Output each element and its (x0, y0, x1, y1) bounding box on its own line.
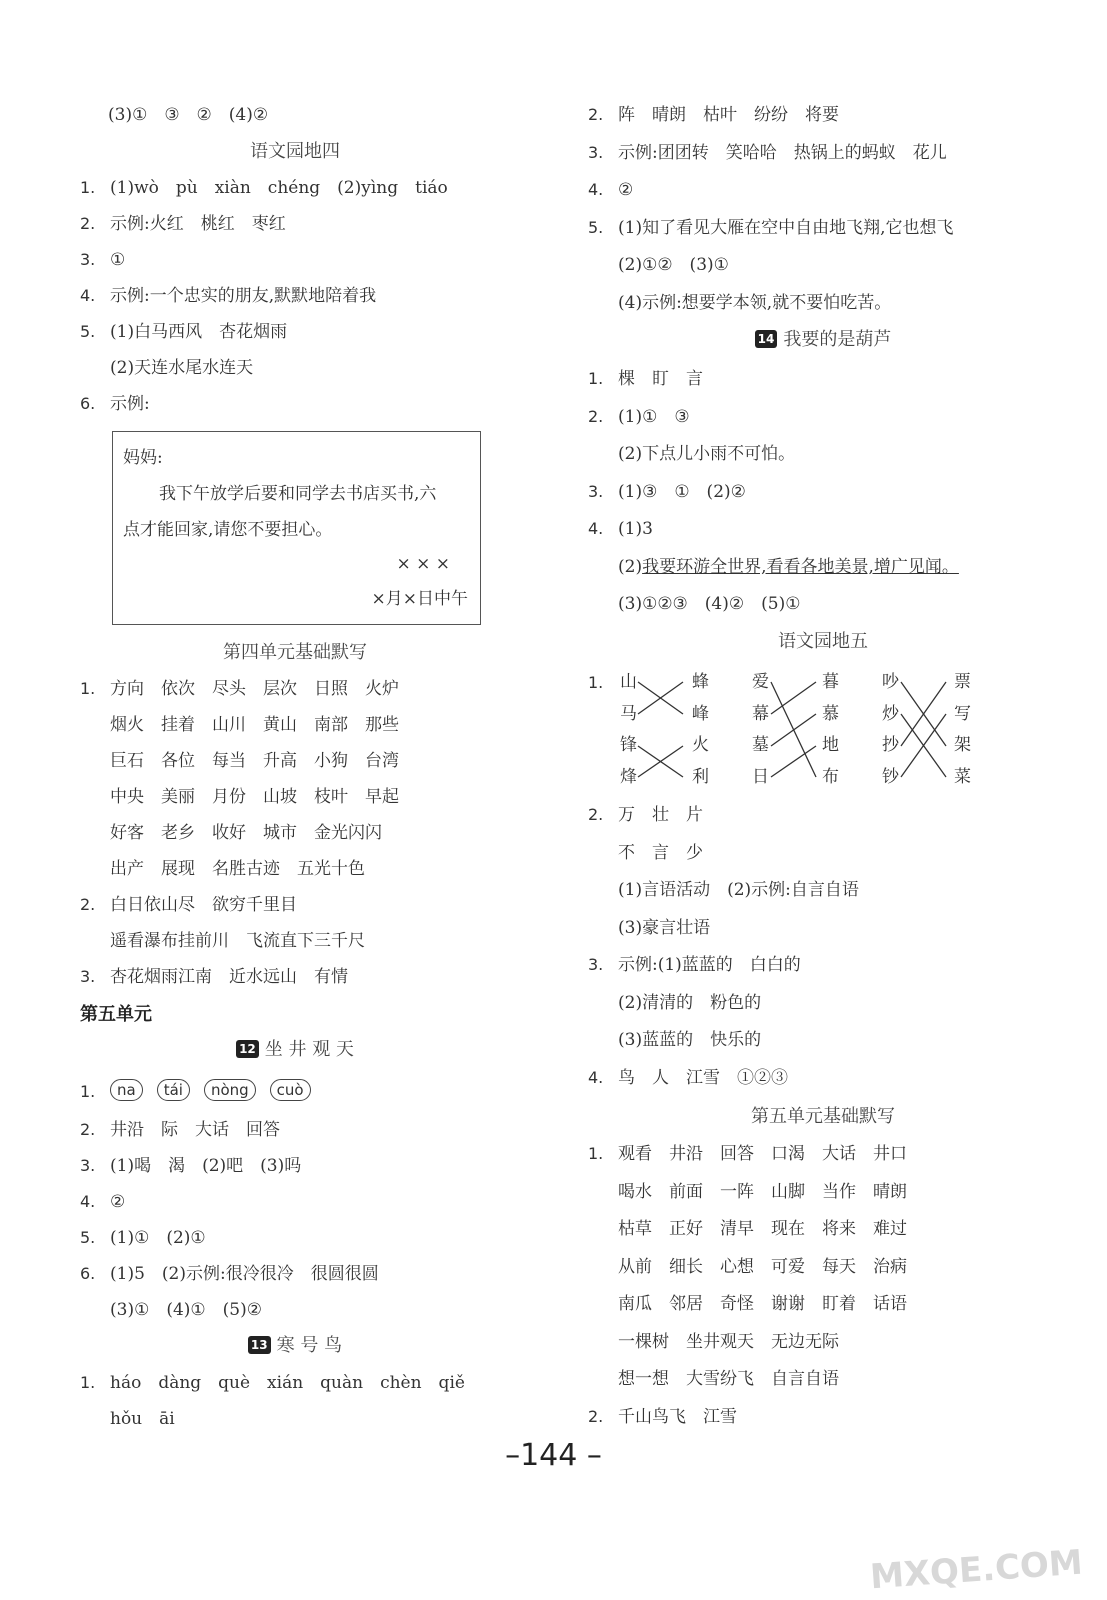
answer-text: (3)① (4)① (5)② (110, 1300, 262, 1320)
note-greeting: 妈妈: (123, 448, 163, 468)
pinyin-circle: tái (157, 1079, 190, 1101)
match-character: 写 (954, 703, 971, 724)
match-character: 爱 (752, 672, 769, 692)
lesson-14-title (588, 328, 1058, 352)
answer-text: 从前 细长 心想 可爱 每天 治病 (618, 1256, 907, 1277)
answer-text: (1)喝 渴 (2)吧 (3)吗 (110, 1156, 302, 1176)
answer-text: (2)天连水尾水连天 (110, 358, 254, 378)
answer-text: (3)蓝蓝的 快乐的 (618, 1030, 762, 1050)
answer-text: (1)白马西风 杏花烟雨 (110, 322, 288, 342)
question-number: 2. (588, 406, 604, 426)
pinyin-circle: na (110, 1079, 143, 1101)
answer-text: (1)③ ① (2)② (618, 481, 746, 502)
question-number: 2. (588, 1406, 604, 1426)
answer-text: 白日依山尽 欲穷千里目 (110, 895, 297, 915)
match-character: 票 (954, 672, 971, 692)
match-character: 慕 (822, 703, 839, 724)
answer-text: (1)① ③ (618, 406, 690, 427)
answer-text: 遥看瀑布挂前川 飞流直下三千尺 (110, 931, 365, 951)
match-character: 幕 (752, 703, 769, 724)
question-number: 6. (80, 394, 96, 413)
question-number: 3. (80, 250, 96, 269)
answer-text: 棵 盯 言 (618, 369, 703, 389)
answer-text (618, 555, 959, 579)
match-character: 峰 (692, 703, 709, 724)
match-character: 抄 (882, 735, 899, 755)
answer-text: (1)3 (618, 519, 653, 539)
section-heading-yuwen4: 语文园地四 (250, 141, 340, 162)
answer-text: 观看 井沿 回答 口渴 大话 井口 (618, 1144, 907, 1164)
question-number: 1. (80, 1373, 96, 1392)
answer-text: (2)下点儿小雨不可怕。 (618, 444, 796, 464)
match-character: 墓 (752, 735, 769, 755)
question-number: 4. (588, 1067, 604, 1087)
match-character: 锋 (620, 735, 637, 755)
answer-text: hǒu āi (110, 1409, 175, 1429)
answer-text: ① (110, 250, 126, 270)
answer-text: 巨石 各位 每当 升高 小狗 台湾 (110, 751, 399, 771)
note-body: 我下午放学后要和同学去书店买书,六 (159, 484, 437, 504)
answer-text: 中央 美丽 月份 山坡 枝叶 早起 (110, 787, 399, 807)
question-number: 4. (588, 519, 604, 538)
question-number: 2. (588, 105, 604, 124)
note-date: ×月×日中午 (371, 589, 468, 609)
answer-text: (1)wò pù xiàn chéng (2)yìng tiáo (110, 178, 448, 198)
answer-prefix: (2) (618, 557, 643, 577)
lesson-number-badge: 13 (248, 1336, 271, 1354)
answer-text: (2)清清的 粉色的 (618, 992, 762, 1013)
question-number: 2. (588, 805, 604, 824)
answer-text: 阵 晴朗 枯叶 纷纷 将要 (618, 105, 839, 125)
question-number: 1. (80, 1082, 96, 1101)
match-character: 架 (954, 735, 971, 755)
match-character: 山 (620, 672, 637, 692)
question-number: 4. (588, 180, 604, 199)
match-line (771, 714, 816, 746)
match-character: 日 (752, 766, 769, 787)
answer-text: (4)示例:想要学本领,就不要怕吃苦。 (618, 292, 892, 313)
match-character: 菜 (954, 766, 971, 787)
answer-text: (1)5 (2)示例:很冷很冷 很圆很圆 (110, 1264, 379, 1284)
answer-text: 井沿 际 大话 回答 (110, 1120, 280, 1140)
answer-text: (2)①② (3)① (618, 255, 729, 275)
match-character: 马 (620, 703, 637, 724)
answer-text: 万 壮 片 (618, 805, 703, 825)
unit-title: 第五单元 (80, 1004, 152, 1025)
answer-text: 示例: (110, 394, 150, 414)
answer-text: 烟火 挂着 山川 黄山 南部 那些 (110, 715, 399, 735)
answer-text: ② (618, 180, 634, 200)
answer-text: 想一想 大雪纷飞 自言自语 (618, 1369, 839, 1389)
match-character: 火 (692, 735, 709, 755)
section-heading-unit4-dictation: 第四单元基础默写 (223, 642, 367, 663)
answer-text: 千山鸟飞 江雪 (618, 1406, 737, 1427)
match-character: 炒 (882, 703, 899, 724)
answer-text: 示例:一个忠实的朋友,默默地陪着我 (110, 286, 377, 306)
answer-text: 南瓜 邻居 奇怪 谢谢 盯着 话语 (618, 1294, 907, 1314)
section-heading-yuwen5: 语文园地五 (778, 631, 868, 652)
question-number: 1. (80, 679, 96, 698)
lesson-number-badge: 14 (755, 330, 778, 348)
match-character: 布 (822, 766, 839, 787)
note-box (112, 431, 481, 625)
match-character: 暮 (822, 672, 839, 692)
question-number: 3. (588, 142, 604, 162)
lesson-title-text: 寒 号 鸟 (276, 1335, 343, 1356)
question-number: 1. (80, 178, 96, 197)
question-number: 1. (588, 369, 604, 388)
match-character: 利 (692, 766, 709, 787)
answer-text: 不 言 少 (618, 842, 703, 863)
answer-text: (1)知了看见大雁在空中自由地飞翔,它也想飞 (618, 217, 954, 238)
match-character: 烽 (620, 766, 637, 787)
answer-text: (1)言语活动 (2)示例:自言自语 (618, 880, 859, 900)
pinyin-circle: cuò (270, 1079, 311, 1101)
answer-text: 示例:团团转 笑哈哈 热锅上的蚂蚁 花儿 (618, 142, 947, 163)
underlined-answer: 我要环游全世界,看看各地美景,增广见闻。 (642, 557, 959, 577)
match-character: 蜂 (692, 672, 709, 692)
lesson-title-text: 坐 井 观 天 (264, 1039, 354, 1060)
answer-text: 示例:火红 桃红 枣红 (110, 214, 286, 234)
page-number: –144 – (505, 1438, 602, 1473)
question-number: 3. (80, 967, 96, 986)
answer-text: ② (110, 1192, 126, 1212)
question-number: 5. (80, 322, 96, 341)
pinyin-circle: nòng (204, 1079, 256, 1101)
answer-text: 方向 依次 尽头 层次 日照 火炉 (110, 679, 399, 699)
question-number: 4. (80, 1192, 96, 1211)
answer-text: 示例:(1)蓝蓝的 白白的 (618, 955, 801, 975)
match-character: 钞 (882, 766, 899, 787)
answer-text: 出产 展现 名胜古迹 五光十色 (110, 859, 365, 879)
question-number: 6. (80, 1264, 96, 1283)
question-number: 3. (588, 481, 604, 501)
pinyin-circles (110, 1078, 325, 1102)
matching-lines (588, 660, 1058, 800)
answer-text: 好客 老乡 收好 城市 金光闪闪 (110, 823, 382, 843)
note-body: 点才能回家,请您不要担心。 (123, 520, 333, 540)
answer-text: 鸟 人 江雪 ①②③ (618, 1067, 788, 1088)
answer-text: 一棵树 坐井观天 无边无际 (618, 1331, 839, 1352)
answer-text: 杏花烟雨江南 近水远山 有情 (110, 967, 348, 987)
question-number: 4. (80, 286, 96, 305)
match-character: 吵 (882, 672, 899, 692)
watermark: MXQE.COM (869, 1542, 1085, 1598)
question-number: 2. (80, 214, 96, 233)
question-number: 5. (588, 217, 604, 237)
question-number: 2. (80, 895, 96, 914)
lesson-title-text: 我要的是葫芦 (783, 329, 892, 350)
answer-text: 喝水 前面 一阵 山脚 当作 晴朗 (618, 1181, 907, 1202)
answer-text: 枯草 正好 清早 现在 将来 难过 (618, 1219, 907, 1239)
answer-text: háo dàng què xián quàn chèn qiě (110, 1373, 465, 1393)
question-number: 3. (588, 955, 604, 974)
answer-text: (1)① (2)① (110, 1228, 206, 1248)
match-character: 地 (822, 735, 839, 755)
answer-line: (3)① ③ ② (4)② (108, 105, 269, 125)
question-number: 5. (80, 1228, 96, 1247)
answer-text: (3)豪言壮语 (618, 917, 711, 938)
question-number: 3. (80, 1156, 96, 1175)
question-number: 1. (588, 673, 604, 692)
question-number: 2. (80, 1120, 96, 1139)
answer-text: (3)①②③ (4)② (5)① (618, 594, 801, 614)
note-signature: × × × (396, 554, 450, 574)
lesson-number-badge: 12 (236, 1040, 259, 1058)
lesson-13-title (80, 1334, 510, 1358)
match-line (771, 682, 816, 714)
section-heading-unit5-dictation: 第五单元基础默写 (751, 1106, 895, 1127)
lesson-12-title (80, 1038, 510, 1062)
question-number: 1. (588, 1144, 604, 1163)
